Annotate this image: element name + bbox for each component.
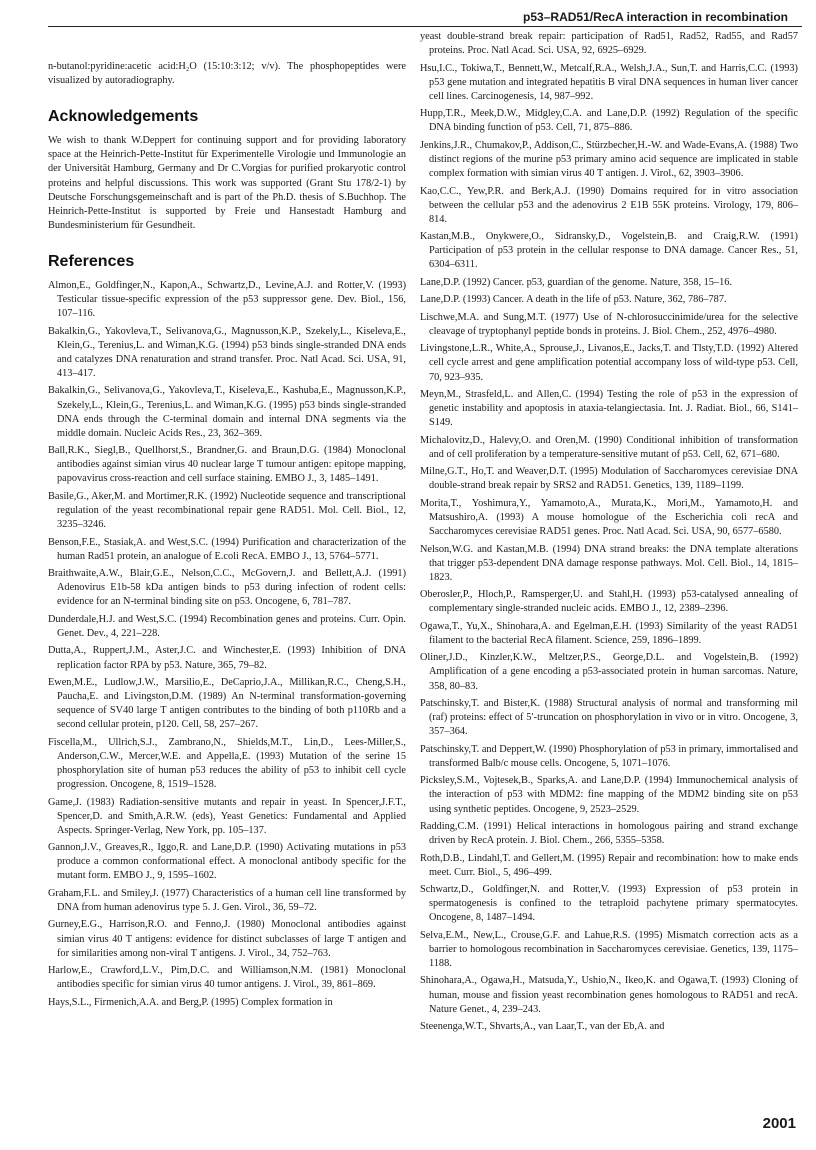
reference-entry: Schwartz,D., Goldfinger,N. and Rotter,V. (1993) Expression of p53 protein in spermatogenesis is confined to the tetraploid pachytene primary spermatocytes. Oncogene, 8, 1487–1494. xyxy=(420,884,798,924)
reference-entry: Almon,E., Goldfinger,N., Kapon,A., Schwartz,D., Levine,A.J. and Rotter,V. (1993) Testicular tissue-specific expression of the p53 suppressor gene. Dev. Biol., 156, 107–116. xyxy=(48,280,406,320)
reference-entry: Oberosler,P., Hloch,P., Ramsperger,U. and Stahl,H. (1993) p53-catalysed annealing of complementary single-stranded nucleic acids. EMBO J., 12, 2389–2396. xyxy=(420,589,798,615)
reference-entry: Michalovitz,D., Halevy,O. and Oren,M. (1990) Conditional inhibition of transformation and of cell proliferation by a temperature-sensitive mutant of p53. Cell, 62, 671–680. xyxy=(420,434,798,460)
reference-entry: Roth,D.B., Lindahl,T. and Gellert,M. (1995) Repair and recombination: how to make ends meet. Curr. Biol., 5, 496–499. xyxy=(420,852,798,878)
reference-entry: Hays,S.L., Firmenich,A.A. and Berg,P. (1995) Complex formation in xyxy=(48,996,333,1008)
reference-entry: Fiscella,M., Ullrich,S.J., Zambrano,N., Shields,M.T., Lin,D., Lees-Miller,S., Anderson,C.W., Mercer,W.E. and Appella,E. (1993) Mutation of the serine 15 phosphorylation site of human p53 reduces the ability of p53 to inhibit cell cycle progression. Oncogene, 8, 1519–1528. xyxy=(48,736,406,791)
reference-entry: Lane,D.P. (1993) Cancer. A death in the life of p53. Nature, 362, 786–787. xyxy=(420,294,727,306)
reference-entry: Benson,F.E., Stasiak,A. and West,S.C. (1994) Purification and characterization of the human Rad51 protein, an analogue of E.coli RecA. EMBO J., 13, 5764–5771. xyxy=(48,536,406,562)
reference-entry: Selva,E.M., New,L., Crouse,G.F. and Lahue,R.S. (1995) Mismatch correction acts as a barrier to homologous recombination in Saccharomyces cerevisiae. Genetics, 139, 1175–1188. xyxy=(420,929,798,969)
reference-entry: Jenkins,J.R., Chumakov,P., Addison,C., Stürzbecher,H.-W. and Wade-Evans,A. (1988) Two distinct regions of the murine p53 primary amino acid sequence are implicated in stable complex formation with simian virus 40 T antigen. J. Virol., 62, 3903–3906. xyxy=(420,139,798,180)
reference-entry: Gannon,J.V., Greaves,R., Iggo,R. and Lane,D.P. (1990) Activating mutations in p53 produce a common conformational effect. A monoclonal antibody specific for the mutant form. EMBO J., 9, 1595–1602. xyxy=(48,842,406,882)
reference-entry: Lane,D.P. (1992) Cancer. p53, guardian of the genome. Nature, 358, 15–16. xyxy=(420,276,732,288)
reference-entry: Milne,G.T., Ho,T. and Weaver,D.T. (1995) Modulation of Saccharomyces cerevisiae DNA double-strand break repair by SRS2 and RAD51. Genetics, 139, 1189–1199. xyxy=(420,466,798,492)
reference-entry: Kastan,M.B., Onykwere,O., Sidransky,D., Vogelstein,B. and Craig,R.W. (1991) Participation of p53 protein in the cellular response to DNA damage. Cancer Res., 51, 6304–6311. xyxy=(420,231,798,271)
reference-entry: Graham,F.L. and Smiley,J. (1977) Characteristics of a human cell line transformed by DNA from human adenovirus type 5. J. Gen. Virol., 36, 59–72. xyxy=(48,887,406,913)
page-number: 2001 xyxy=(762,1115,796,1132)
reference-entry: Nelson,W.G. and Kastan,M.B. (1994) DNA strand breaks: the DNA template alterations that trigger p53-dependent DNA damage response pathways. Mol. Cell. Biol., 14, 1815–1823. xyxy=(420,543,798,583)
reference-entry: Ogawa,T., Yu,X., Shinohara,A. and Egelman,E.H. (1993) Similarity of the yeast RAD51 filament to the bacterial RecA filament. Science, 259, 1896–1899. xyxy=(420,620,798,646)
reference-entry: Gurney,E.G., Harrison,R.O. and Fenno,J. (1980) Monoclonal antibodies against simian virus 40 T antigens: evidence for distinct subclasses of large T antigen and for similarities among non-viral T antigens. J. Virol., 34, 752–763. xyxy=(48,919,406,959)
reference-entry: Radding,C.M. (1991) Helical interactions in homologous pairing and strand exchange driven by RecA protein. J. Biol. Chem., 266, 5355–5358. xyxy=(420,820,798,847)
reference-entry: Bakalkin,G., Yakovleva,T., Selivanova,G., Magnusson,K.P., Szekely,L., Kiseleva,E., Klein,G., Terenius,L. and Wiman,K.G. (1994) p53 binds single-stranded DNA ends and catalyzes DNA renaturation and strand transfer. Proc. Natl Acad. Sci. USA, 91, 413–417. xyxy=(48,325,406,379)
reference-entry: Meyn,M., Strasfeld,L. and Allen,C. (1994) Testing the role of p53 in the expression of genetic instability and apoptosis in ataxia-telangiectasia. Int. J. Radiat. Biol., 66, S141–S149. xyxy=(420,389,798,429)
reference-entry: Lischwe,M.A. and Sung,M.T. (1977) Use of N-chlorosuccinimide/urea for the selective cleavage of tryptophanyl peptide bonds in proteins. J. Biol. Chem., 252, 4976–4980. xyxy=(420,311,798,337)
reference-entry: Ball,R.K., Siegl,B., Quellhorst,S., Brandner,G. and Braun,D.G. (1984) Monoclonal antibodies against simian virus 40 nuclear large T tumour antigen: epitope mapping, papovavirus cross-reaction and cell surface staining. EMBO J., 3, 1485–1491. xyxy=(48,445,406,485)
reference-entry: Basile,G., Aker,M. and Mortimer,R.K. (1992) Nucleotide sequence and transcriptional regulation of the yeast recombinational repair gene RAD51. Mol. Cell. Biol., 12, 3235–3246. xyxy=(48,490,406,531)
reference-entry: Oliner,J.D., Kinzler,K.W., Meltzer,P.S., George,D.L. and Vogelstein,B. (1992) Amplification of a gene encoding a p53-associated protein in human sarcomas. Nature, 358, 80–83. xyxy=(420,652,798,692)
reference-entry: Morita,T., Yoshimura,Y., Yamamoto,A., Murata,K., Mori,M., Yamamoto,H. and Matsushiro,A. (1993) A mouse homologue of the Escherichia coli recA and Saccharomyces cerevisiae RAD51 genes. Proc. Natl Acad. Sci. USA, 90, 6577–6580. xyxy=(420,497,798,538)
reference-entry: Patschinsky,T. and Bister,K. (1988) Structural analysis of normal and transforming mil (raf) proteins: effect of 5′-truncation on phosphorylation in vivo or in vitro. Oncogene, 3, 357–364. xyxy=(420,698,798,738)
header-rule xyxy=(48,26,802,27)
reference-entry: Dutta,A., Ruppert,J.M., Aster,J.C. and Winchester,E. (1993) Inhibition of DNA replication factor RPA by p53. Nature, 365, 79–82. xyxy=(48,645,406,671)
reference-entry: Ewen,M.E., Ludlow,J.W., Marsilio,E., DeCaprio,J.A., Millikan,R.C., Cheng,S.H., Paucha,E. and Livingston,D.M. (1989) An N-terminal transformation-governing sequence of SV40 large T antigen contributes to the binding of both p110Rb and a second cellular protein, p120. Cell, 58, 257–267. xyxy=(48,676,406,731)
reference-entry: Patschinsky,T. and Deppert,W. (1990) Phosphorylation of p53 in primary, immortalised and transformed Balb/c mouse cells. Oncogene, 5, 1071–1076. xyxy=(420,743,798,769)
reference-entry: Kao,C.C., Yew,P.R. and Berk,A.J. (1990) Domains required for in vitro association between the cellular p53 and the adenovirus 2 E1B 55K proteins. Virology, 179, 806–814. xyxy=(420,185,798,225)
left-column xyxy=(48,60,406,1013)
reference-entry: Shinohara,A., Ogawa,H., Matsuda,Y., Ushio,N., Ikeo,K. and Ogawa,T. (1993) Cloning of human, mouse and fission yeast recombination genes homologous to RAD51 and recA. Nature Genet., 4, 239–243. xyxy=(420,975,798,1015)
reference-entry: yeast double-strand break repair: participation of Rad51, Rad52, Rad55, and Rad57 proteins. Proc. Natl Acad. Sci. USA, 92, 6925–6929. xyxy=(420,31,798,57)
running-head: p53–RAD51/RecA interaction in recombination xyxy=(523,10,788,24)
reference-entry: Hsu,I.C., Tokiwa,T., Bennett,W., Metcalf,R.A., Welsh,J.A., Sun,T. and Harris,C.C. (1993) p53 gene mutation and integrated hepatitis B viral DNA sequences in human liver cancer cell lines. Carcinogenesis, 14, 987–992. xyxy=(420,62,798,102)
acknowledgements-text: We wish to thank W.Deppert for continuing support and for providing laboratory space at the Heinrich-Pette-Institut für Experimentelle Virologie und Immunologie an der Universität Hamburg, Germany and Dr C.Vorgias for purified prokaryotic control proteins and helpful discussions. This work was supported (Grant Stu 178/2-1) by Deutsche Forschungsgemeinschaft and is part of the Ph.D. thesis of S.Buchhop. The Heinrich-Pette-Institut is supported by Freie und Hansestadt Hamburg and Bundesministerium für Gesundheit. xyxy=(48,135,406,231)
methods-tail-text: n-butanol:pyridine:acetic acid:H₂O (15:10:3:12; v/v). The phosphopeptides were visualized by autoradiography. xyxy=(48,61,406,87)
reference-entry: Harlow,E., Crawford,L.V., Pim,D.C. and Williamson,N.M. (1981) Monoclonal antibodies specific for simian virus 40 tumor antigens. J. Virol., 39, 861–869. xyxy=(48,965,406,991)
references-heading: References xyxy=(48,252,135,270)
reference-entry: Dunderdale,H.J. and West,S.C. (1994) Recombination genes and proteins. Curr. Opin. Genet. Dev., 4, 221–228. xyxy=(48,613,406,639)
reference-entry: Braithwaite,A.W., Blair,G.E., Nelson,C.C., McGovern,J. and Bellett,A.J. (1991) Adenovirus E1b-58 kDa antigen binds to p53 during infection of rodent cells: evidence for an N-terminal binding site on p53. Oncogene, 6, 781–787. xyxy=(48,568,406,608)
reference-list-right xyxy=(420,30,798,1034)
reference-entry: Picksley,S.M., Vojtesek,B., Sparks,A. and Lane,D.P. (1994) Immunochemical analysis of the interaction of p53 with MDM2: fine mapping of the MDM2 binding site on p53 using synthetic peptides. Oncogene, 9, 2523–2529. xyxy=(420,775,798,815)
reference-entry: Bakalkin,G., Selivanova,G., Yakovleva,T., Kiseleva,E., Kashuba,E., Magnusson,K.P., Szekely,L., Klein,G., Terenius,L. and Wiman,K.G. (1995) p53 binds single-stranded DNA ends through the C-terminal domain and internal DNA segments via the middle domain. Nucleic Acids Res., 23, 362–369. xyxy=(48,385,406,439)
right-column xyxy=(420,30,798,1038)
reference-entry: Steenenga,W.T., Shvarts,A., van Laar,T., van der Eb,A. and xyxy=(420,1021,665,1033)
reference-entry: Hupp,T.R., Meek,D.W., Midgley,C.A. and Lane,D.P. (1992) Regulation of the specific DNA binding function of p53. Cell, 71, 875–886. xyxy=(420,108,798,134)
acknowledgements-heading: Acknowledgements xyxy=(48,108,199,126)
reference-entry: Livingstone,L.R., White,A., Sprouse,J., Livanos,E., Jacks,T. and Tlsty,T.D. (1992) Altered cell cycle arrest and gene amplification potential accompany loss of wild-type p53. Cell, 70, 923–935. xyxy=(420,343,798,383)
reference-list-left xyxy=(48,279,406,1010)
reference-entry: Game,J. (1983) Radiation-sensitive mutants and repair in yeast. In Spencer,J.F.T., Spencer,D. and Smith,A.R.W. (eds), Yeast Genetics: Fundamental and Applied Aspects. Springer-Verlag, New York, pp. 105–137. xyxy=(48,796,406,836)
